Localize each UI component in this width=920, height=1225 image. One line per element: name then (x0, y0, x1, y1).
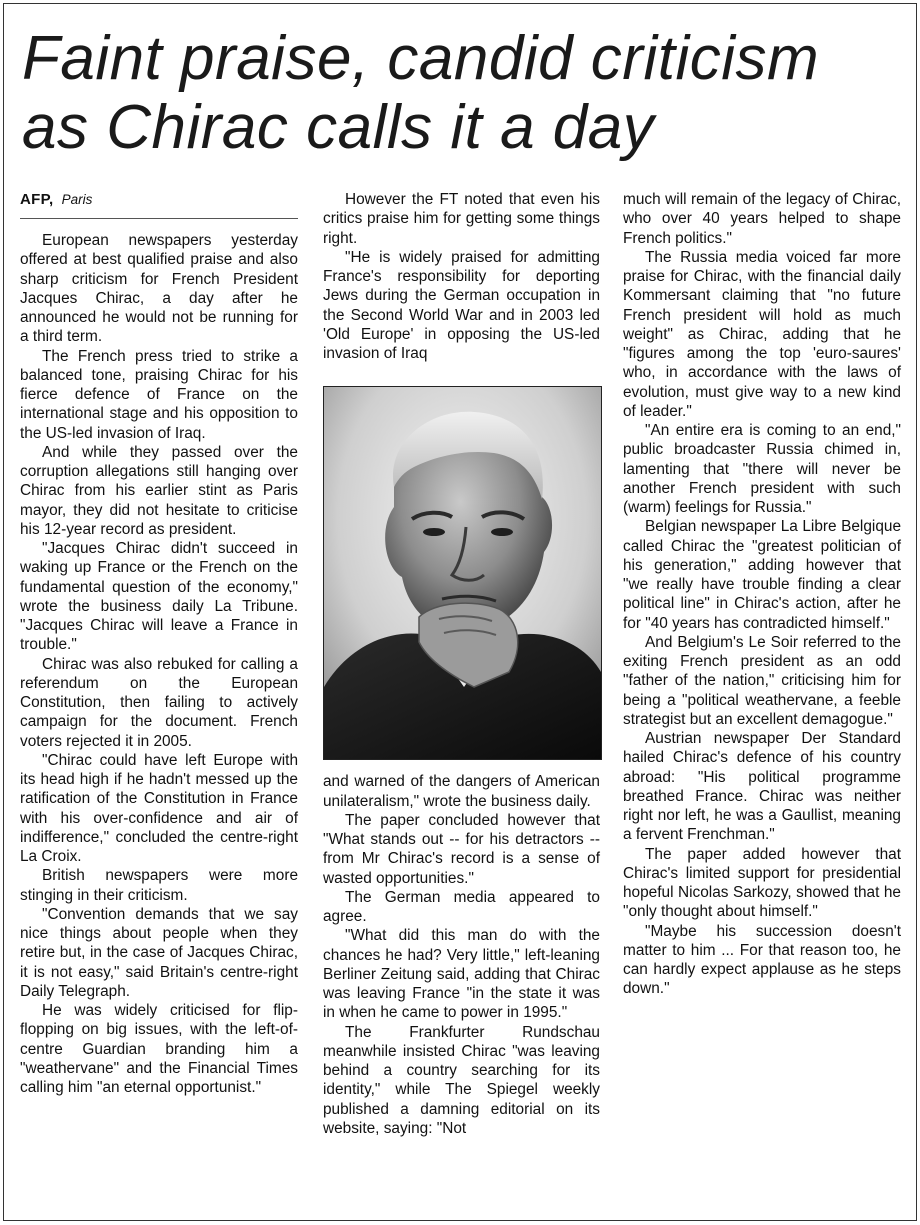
paragraph: "An entire era is coming to an end," public broadcaster Russia chimed in, lamenting that "there will never be another French president with such (warm) feelings for Russia." (623, 422, 901, 516)
byline (20, 190, 298, 219)
headline-line-2: as Chirac calls it a day (22, 93, 655, 162)
article-column-1 (20, 190, 298, 1097)
paragraph: "What did this man do with the chances he had? Very little," left-leaning Berliner Zeitung said, adding that Chirac was leaving France "in the state it was in when he came to power in 1995." (323, 927, 600, 1022)
paragraph: European newspapers yesterday offered at best qualified praise and also sharp criticism for French President Jacques Chirac, a day after he announced he would not be running for a third term. (20, 232, 298, 346)
paragraph: "He is widely praised for admitting France's responsibility for deporting Jews during the German occupation in the Second World War and in 2003 led 'Old Europe' in opposing the US-led invasion of Iraq (323, 248, 600, 362)
byline-place: Paris (61, 192, 93, 207)
paragraph: Austrian newspaper Der Standard hailed Chirac's defence of his country abroad: "His political programme breathed France. Chirac was neither right nor left, he was a Gaullist, meaning a fervent Frenchman." (623, 730, 901, 844)
paragraph: The paper added however that Chirac's limited support for presidential hopeful Nicolas Sarkozy, showed that he "only thought about himself." (623, 845, 901, 921)
paragraph: The French press tried to strike a balanced tone, praising Chirac for his fierce defence of France on the international stage and his opposition to the US-led invasion of Iraq. (20, 347, 298, 442)
paragraph: However the FT noted that even his critics praise him for getting some things right. (323, 191, 600, 247)
headline (22, 24, 902, 162)
headline-line-1: Faint praise, candid criticism (22, 24, 820, 93)
paragraph: The Frankfurter Rundschau meanwhile insisted Chirac "was leaving behind a country searching for its identity," while The Spiegel weekly published a damning editorial on its website, saying: "Not (323, 1023, 600, 1137)
paragraph-continuation: and warned of the dangers of American unilateralism," wrote the business daily. (323, 773, 600, 810)
paragraph: And while they passed over the corruption allegations still hanging over Chirac from his earlier stint as Paris mayor, they did not hesitate to criticise his 12-year record as president. (20, 443, 298, 538)
paragraph: The German media appeared to agree. (323, 888, 600, 925)
paragraph: "Maybe his succession doesn't matter to him ... For that reason too, he can hardly expect applause as he steps down." (623, 922, 901, 998)
portrait-photo (323, 386, 602, 760)
paragraph: He was widely criticised for flip-flopping on big issues, with the left-of-centre Guardian branding him a "weathervane" and the Financial Times calling him "an eternal opportunist." (20, 1002, 298, 1096)
paragraph: The paper concluded however that "What stands out -- for his detractors -- from Mr Chirac's record is a sense of wasted opportunities." (323, 811, 600, 887)
paragraph: "Convention demands that we say nice things about people when they retire but, in the case of Jacques Chirac, it is not easy," said Britain's centre-right Daily Telegraph. (20, 905, 298, 1000)
byline-agency: AFP, (20, 191, 54, 208)
paragraph-continuation: much will remain of the legacy of Chirac, who over 40 years helped to shape French politics." (623, 191, 901, 247)
paragraph: The Russia media voiced far more praise for Chirac, with the financial daily Kommersant claiming that "no future French president will hold as much weight" as Chirac, adding that he "figures among the top 'euro-saures' who, in accordance with the laws of evolution, must give way to a new kind of leader." (623, 248, 901, 420)
article-column-2 (323, 190, 600, 1138)
paragraph: "Chirac could have left Europe with its head high if he hadn't messed up the ratification of the Constitution in France with his over-confidence and air of indifference," concluded the centre-right La Croix. (20, 751, 298, 865)
paragraph: "Jacques Chirac didn't succeed in waking up France or the French on the fundamental question of the economy," wrote the business daily La Tribune. "Jacques Chirac will leave a France in trouble." (20, 540, 298, 654)
paragraph: Chirac was also rebuked for calling a referendum on the European Constitution, then failing to actively campaign for the document. French voters rejected it in 2005. (20, 655, 298, 750)
paragraph: Belgian newspaper La Libre Belgique called Chirac the "greatest politician of his generation," adding however that "we really have trouble finding a clear political line" in Chirac's action, after he for "40 years has contradicted himself." (623, 518, 901, 632)
article-column-3 (623, 190, 901, 999)
paragraph: British newspapers were more stinging in their criticism. (20, 867, 298, 904)
paragraph: And Belgium's Le Soir referred to the exiting French president as an odd "father of the nation," criticising him for being a "political weathervane, a feeble strategist but an excellent demagogue." (623, 633, 901, 728)
